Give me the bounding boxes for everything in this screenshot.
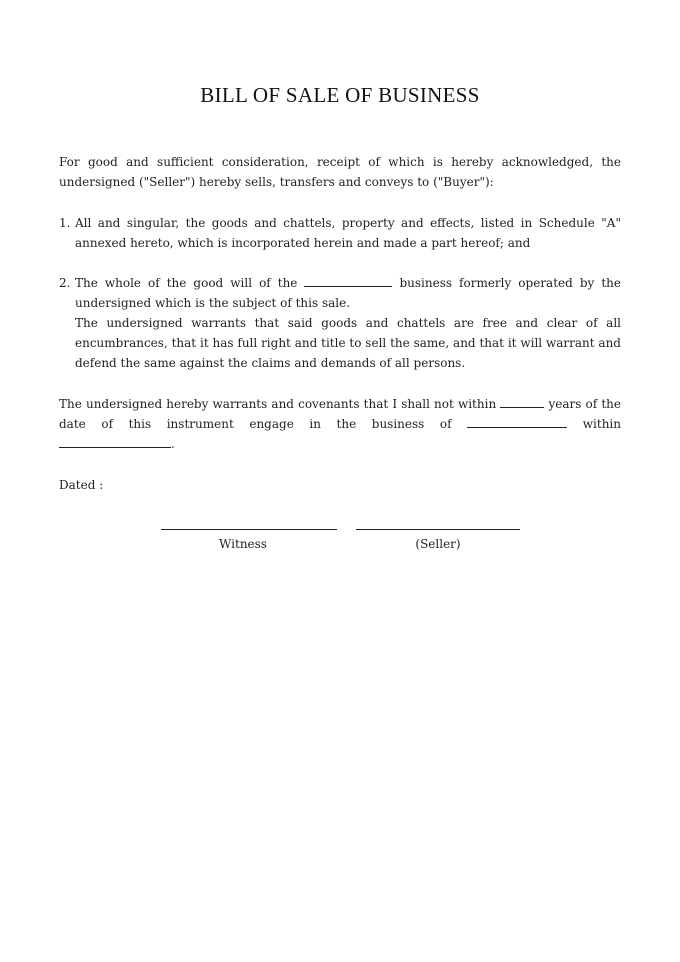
clause-2 bbox=[59, 273, 621, 373]
covenant-line-2 bbox=[59, 414, 621, 434]
clause-2-line-5: defend the same against the claims and demands of all persons. bbox=[75, 356, 466, 370]
years-blank[interactable] bbox=[500, 394, 544, 408]
clause-2-line-3: The undersigned warrants that said goods and chattels are free and clear of all bbox=[75, 316, 621, 330]
covenant-line-3 bbox=[59, 434, 621, 454]
covenant-line-1-start: The undersigned hereby warrants and covenants that I shall not within bbox=[59, 397, 497, 411]
covenant-line-2-start: date of this instrument engage in the business of bbox=[59, 417, 452, 431]
covenant-line-1-end: years of the bbox=[548, 397, 621, 411]
witness-label: Witness bbox=[219, 537, 267, 551]
clause-1-line-1: All and singular, the goods and chattels, property and effects, listed in Schedule "A" bbox=[75, 216, 621, 230]
clause-2-number: 2. bbox=[59, 276, 71, 290]
intro-line-2: undersigned ("Seller") hereby sells, transfers and conveys to ("Buyer"): bbox=[59, 175, 494, 189]
clause-2-line-2: undersigned which is the subject of this sale. bbox=[75, 296, 351, 310]
clause-2-line-1-start: The whole of the good will of the bbox=[75, 276, 298, 290]
witness-signature-line[interactable] bbox=[161, 529, 337, 530]
covenant-line-2-end: within bbox=[582, 417, 621, 431]
business-type-blank[interactable] bbox=[467, 414, 567, 428]
covenant-line-3-period: . bbox=[171, 437, 175, 451]
clause-1-number: 1. bbox=[59, 216, 71, 230]
clause-2-line-4: encumbrances, that it has full right and title to sell the same, and that it will warrant and bbox=[75, 336, 621, 350]
clause-1 bbox=[59, 213, 621, 253]
clause-2-line-1 bbox=[75, 273, 621, 293]
clause-1-line-2: annexed hereto, which is incorporated herein and made a part hereof; and bbox=[75, 236, 531, 250]
covenant-line-1 bbox=[59, 394, 621, 414]
territory-blank[interactable] bbox=[59, 434, 171, 448]
covenant-paragraph bbox=[59, 394, 621, 454]
intro-paragraph bbox=[59, 152, 621, 192]
clause-2-line-1-end: business formerly operated by the bbox=[399, 276, 621, 290]
dated-label: Dated : bbox=[59, 478, 104, 492]
seller-label: (Seller) bbox=[415, 537, 461, 551]
document-title: BILL OF SALE OF BUSINESS bbox=[200, 83, 480, 107]
business-name-blank[interactable] bbox=[304, 273, 392, 287]
seller-signature-line[interactable] bbox=[356, 529, 520, 530]
intro-line-1: For good and sufficient consideration, receipt of which is hereby acknowledged, the bbox=[59, 155, 621, 169]
